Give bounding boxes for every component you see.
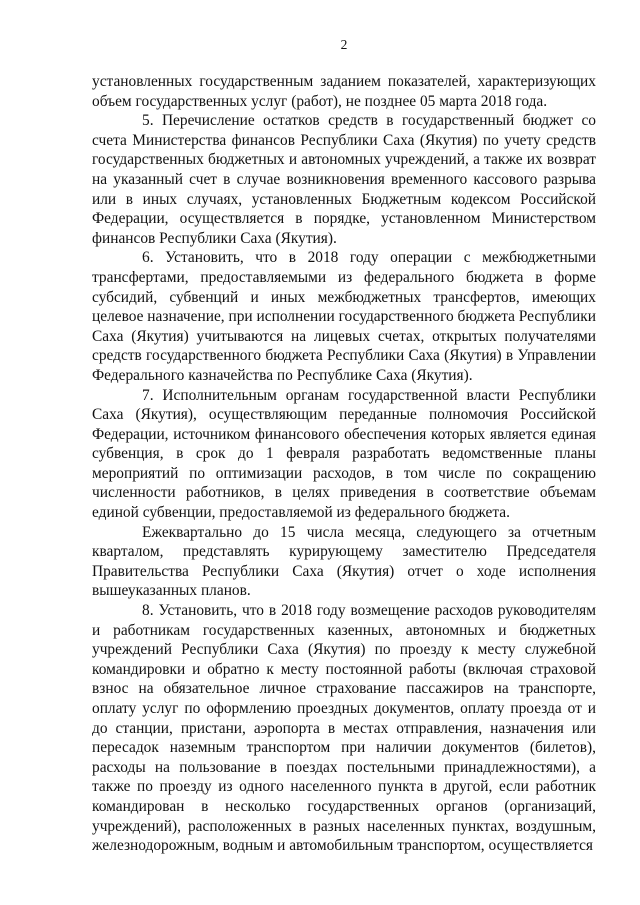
paragraph-item-8: 8. Установить, что в 2018 году возмещение расходов руководителям и работникам государственных казенных, автономных и бюджетных учреждений Республики Саха (Якутия) по проезду к месту служебной командировки и обратно к месту постоянной работы (включая страховой взнос на обязательное личное страхование пассажиров на транспорте, оплату услуг по оформлению проездных документов, оплату проезда от и до станции, пристани, аэропорта в местах отправления, назначения или пересадок наземным транспортом при наличии документов (билетов), расходы на пользование в поездах постельными принадлежностями), а также по проезду из одного населенного пункта в другой, если работник командирован в несколько государственных органов (организаций, учреждений), расположенных в разных населенных пунктах, воздушным, железнодорожным, водным и автомобильным транспортом, осуществляется [92,602,596,855]
paragraph-item-7-quarterly: Ежеквартально до 15 числа месяца, следующего за отчетным кварталом, представлять курирующему заместителю Председателя Правительства Республики Саха (Якутия) отчет о ходе исполнения вышеуказанных планов. [92,523,596,600]
paragraph-item-7: 7. Исполнительным органам государственной власти Республики Саха (Якутия), осуществляющим переданные полномочия Российской Федерации, источником финансового обеспечения которых является единая субвенция, в срок до 1 февраля разработать ведомственные планы мероприятий по оптимизации расходов, в том числе по сокращению численности работников, в целях приведения в соответствие объемам единой субвенции, предоставляемой из федерального бюджета. [92,386,596,522]
document-page [92,36,596,856]
page-number: 2 [340,37,348,52]
paragraph-item-5: 5. Перечисление остатков средств в государственный бюджет со счета Министерства финансов Республики Саха (Якутия) по учету средств государственных бюджетных и автономных учреждений, а также их возврат на указанный счет в случае возникновения временного кассового разрыва или в иных случаях, установленных Бюджетным кодексом Российской Федерации, осуществляется в порядке, установленном Министерством финансов Республики Саха (Якутия). [92,112,596,247]
paragraph-continuation: установленных государственным заданием показателей, характеризующих объем государственных услуг (работ), не позднее 05 марта 2018 года. [92,73,596,110]
paragraph-item-6: 6. Установить, что в 2018 году операции с межбюджетными трансфертами, предоставляемыми из федерального бюджета в форме субсидий, субвенций и иных межбюджетных трансфертов, имеющих целевое назначение, при исполнении государственного бюджета Республики Саха (Якутия) учитываются на лицевых счетах, открытых получателями средств государственного бюджета Республики Саха (Якутия) в Управлении Федерального казначейства по Республике Саха (Якутия). [92,249,596,384]
